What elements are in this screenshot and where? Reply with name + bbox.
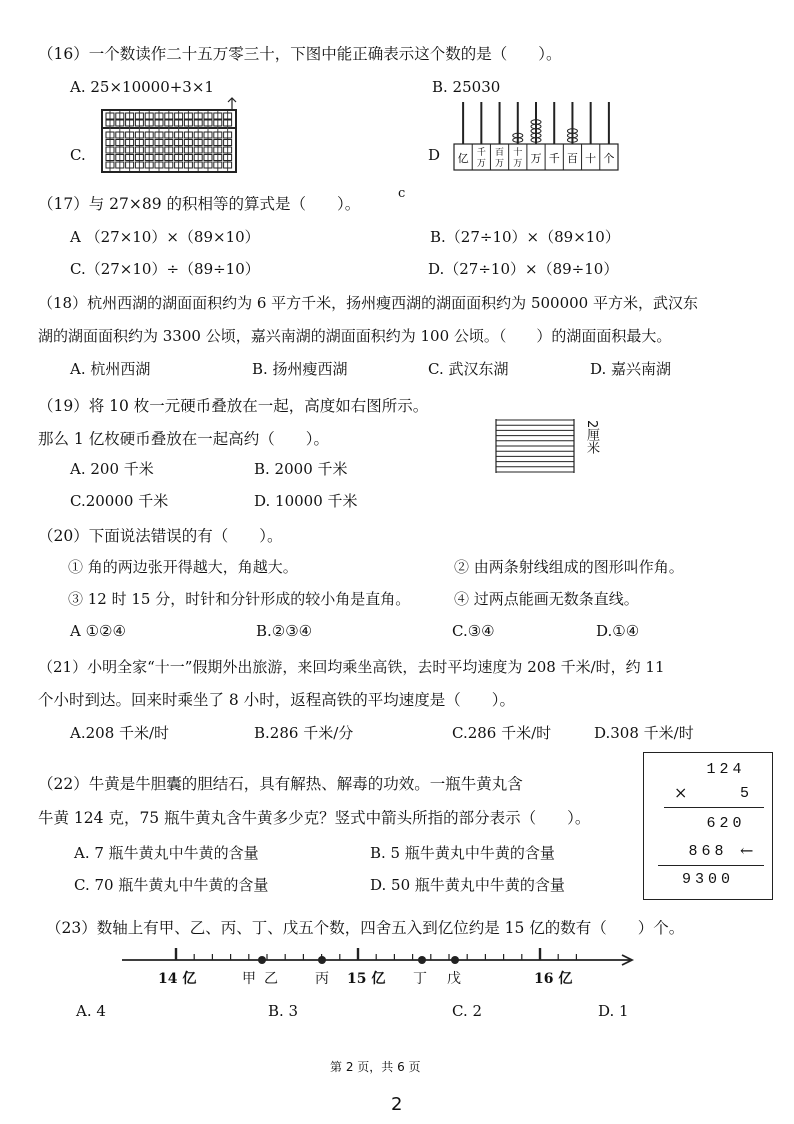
q20-statement-4: ④ 过两点能画无数条直线。 — [454, 590, 639, 608]
multiplicand: 124 — [706, 761, 746, 778]
q20-option-d: D.①④ — [596, 622, 640, 640]
q18-option-c: C. 武汉东湖 — [428, 360, 509, 378]
q17-stem: （17）与 27×89 的积相等的算式是（ ）。 — [38, 195, 361, 213]
q17-option-d: D.（27÷10）×（89÷10） — [428, 260, 619, 278]
label-bing: 丙 — [315, 971, 329, 987]
page-footer: 第 2 页，共 6 页 — [330, 1060, 421, 1074]
q22-option-a: A. 7 瓶牛黄丸中牛黄的含量 — [74, 844, 259, 862]
q17-option-c: C.（27×10）÷（89÷10） — [70, 260, 260, 278]
coin-height-label: 2厘米 — [584, 420, 599, 455]
q19-line1: （19）将 10 枚一元硬币叠放在一起，高度如右图所示。 — [38, 397, 429, 415]
q21-option-a: A.208 千米/时 — [70, 724, 170, 742]
q19-option-b: B. 2000 千米 — [254, 460, 348, 478]
label-15yi: 15 亿 — [347, 971, 386, 987]
q19-option-d: D. 10000 千米 — [254, 492, 358, 510]
q21-option-c: C.286 千米/时 — [452, 724, 552, 742]
label-14yi: 14 亿 — [158, 971, 197, 987]
place-value-label: 千万 — [476, 148, 486, 169]
q16-stem: （16）一个数读作二十五万零三十，下图中能正确表示这个数的是（ ）。 — [38, 45, 562, 63]
q18-line2: 湖的湖面面积约为 3300 公顷，嘉兴南湖的湖面面积约为 100 公顷。（ ）的湖面面积最大。 — [38, 327, 672, 345]
q21-line2: 个小时到达。回来时乘坐了 8 小时，返程高铁的平均速度是（ ）。 — [38, 691, 515, 709]
q18-option-d: D. 嘉兴南湖 — [590, 360, 672, 378]
multiply-sign: × — [674, 783, 688, 802]
q19-line2: 那么 1 亿枚硬币叠放在一起高约（ ）。 — [38, 430, 329, 448]
q20-stem: （20）下面说法错误的有（ ）。 — [38, 527, 283, 545]
point-wu — [451, 956, 459, 964]
q22-line2: 牛黄 124 克，75 瓶牛黄丸含牛黄多少克？竖式中箭头所指的部分表示（ ）。 — [38, 809, 591, 827]
q17-option-b: B.（27÷10）×（89×10） — [430, 228, 620, 246]
q20-option-b: B.②③④ — [256, 622, 313, 640]
arrow-icon: ← — [740, 841, 754, 860]
counting-frame-figure — [452, 100, 622, 172]
q22-option-c: C. 70 瓶牛黄丸中牛黄的含量 — [74, 876, 269, 894]
q20-statement-3: ③ 12 时 15 分，时针和分针形成的较小角是直角。 — [68, 590, 411, 608]
place-value-label: 个 — [603, 152, 615, 165]
place-value-label: 千 — [548, 152, 560, 165]
q16-option-a: A. 25×10000+3×1 — [70, 78, 214, 96]
calc-rule-2 — [658, 865, 764, 866]
label-ding: 丁 — [413, 971, 427, 987]
vertical-multiplication-box — [643, 752, 773, 900]
multiplier: 5 — [740, 785, 750, 802]
place-value-label: 十万 — [513, 148, 523, 169]
q21-option-b: B.286 千米/分 — [254, 724, 354, 742]
partial-product-1: 620 — [706, 815, 746, 832]
place-value-label: 百 — [566, 152, 578, 165]
q18-option-b: B. 扬州瘦西湖 — [252, 360, 348, 378]
q23-option-a: A. 4 — [76, 1002, 106, 1020]
q19-option-c: C.20000 千米 — [70, 492, 169, 510]
stray-mark: c — [398, 186, 406, 201]
page-number: 2 — [391, 1094, 403, 1115]
point-bing — [318, 956, 326, 964]
q23-option-d: D. 1 — [598, 1002, 629, 1020]
q22-line1: （22）牛黄是牛胆囊的胆结石，具有解热、解毒的功效。一瓶牛黄丸含 — [38, 775, 523, 793]
label-yi: 乙 — [264, 971, 278, 987]
final-product: 9300 — [681, 871, 734, 888]
q22-option-b: B. 5 瓶牛黄丸中牛黄的含量 — [370, 844, 555, 862]
place-value-label: 亿 — [457, 152, 469, 165]
q17-option-a: A （27×10）×（89×10） — [70, 228, 260, 246]
point-jia — [258, 956, 266, 964]
q22-option-d: D. 50 瓶牛黄丸中牛黄的含量 — [370, 876, 565, 894]
q19-option-a: A. 200 千米 — [70, 460, 154, 478]
q16-option-b: B. 25030 — [432, 78, 501, 96]
q23-option-c: C. 2 — [452, 1002, 483, 1020]
abacus-figure — [100, 96, 240, 176]
q16-option-d-label: D — [428, 146, 441, 164]
place-value-label: 万 — [530, 152, 542, 165]
place-value-label: 百万 — [495, 148, 505, 169]
label-16yi: 16 亿 — [534, 971, 573, 987]
q20-option-c: C.③④ — [452, 622, 495, 640]
q20-option-a: A ①②④ — [70, 622, 126, 640]
label-jia: 甲 — [242, 971, 256, 987]
q21-option-d: D.308 千米/时 — [594, 724, 694, 742]
q23-option-b: B. 3 — [268, 1002, 299, 1020]
label-wu: 戊 — [447, 971, 461, 987]
q20-statement-2: ② 由两条射线组成的图形叫作角。 — [454, 558, 684, 576]
point-ding — [418, 956, 426, 964]
q21-line1: （21）小明全家“十一”假期外出旅游，来回均乘坐高铁，去时平均速度为 208 千米/时，约 11 — [38, 658, 665, 676]
q16-option-c-label: C. — [70, 146, 86, 164]
q23-stem: （23）数轴上有甲、乙、丙、丁、戊五个数，四舍五入到亿位约是 15 亿的数有（ ）个。 — [46, 919, 685, 937]
q18-line1: （18）杭州西湖的湖面面积约为 6 平方千米，扬州瘦西湖的湖面面积约为 500000 平方米，武汉东 — [38, 294, 698, 312]
q20-statement-1: ① 角的两边张开得越大，角越大。 — [68, 558, 298, 576]
place-value-label: 十 — [585, 152, 597, 165]
partial-product-2: 868 — [688, 843, 728, 860]
q18-option-a: A. 杭州西湖 — [70, 360, 151, 378]
calc-rule-1 — [664, 807, 764, 808]
